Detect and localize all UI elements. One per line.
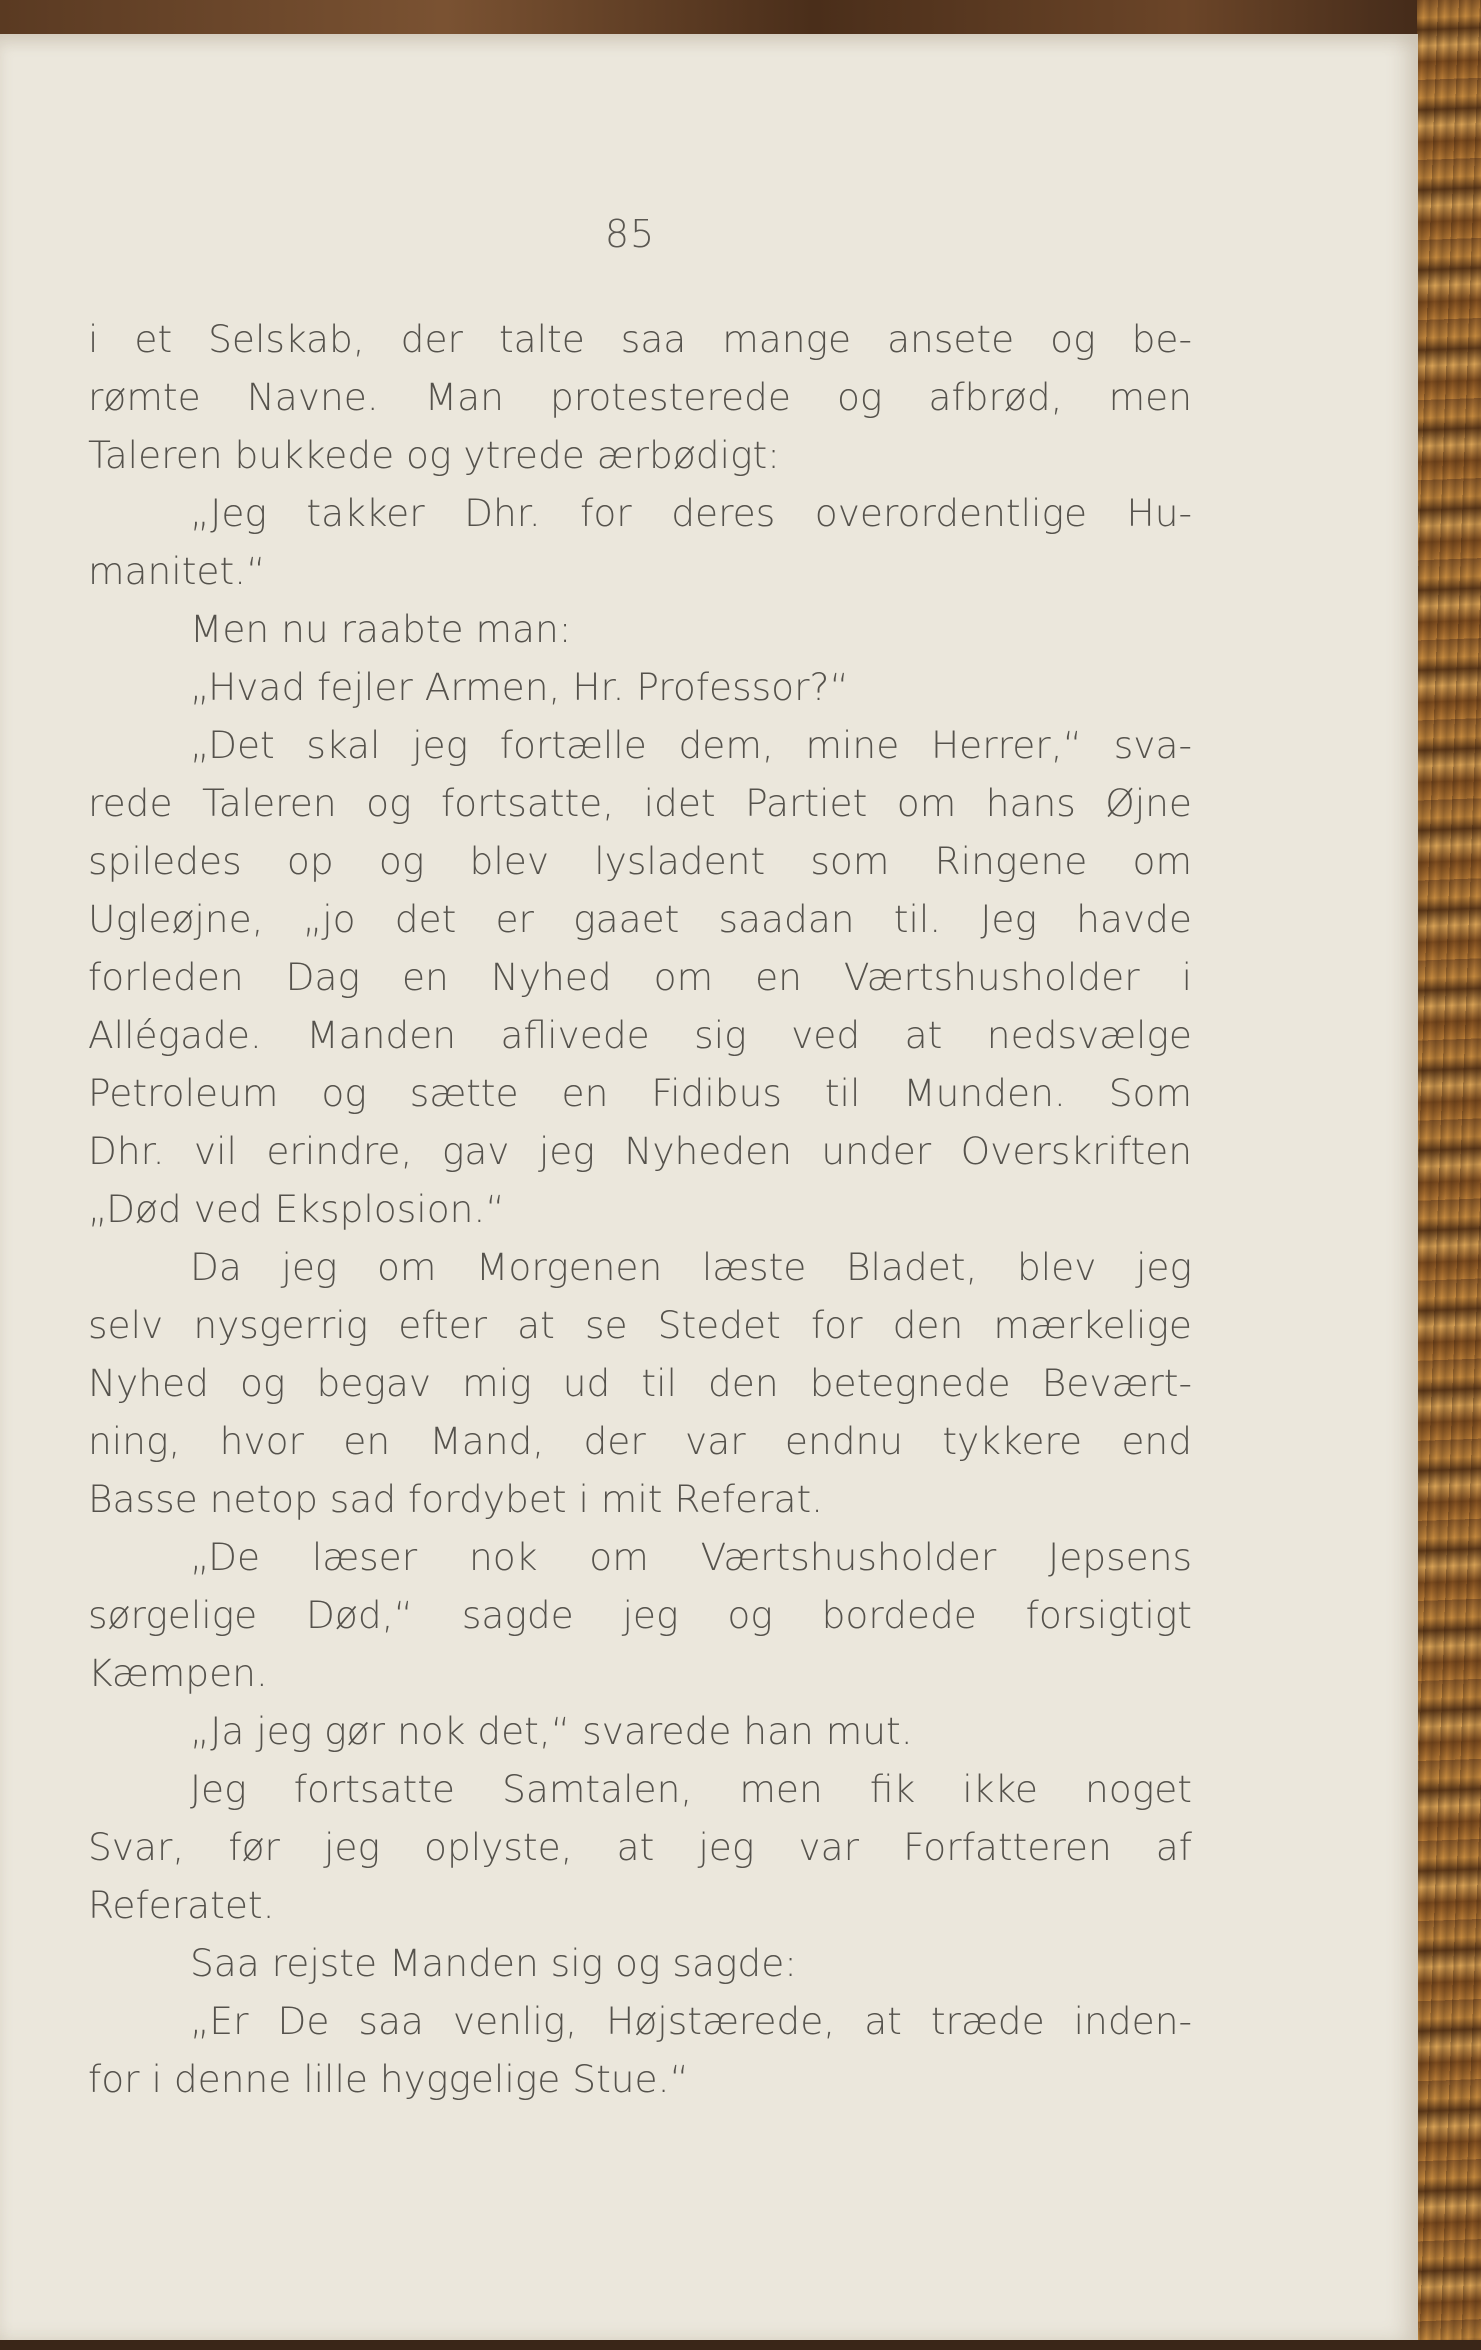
page-bottom-border (0, 2340, 1481, 2350)
text-line: Kæmpen. (88, 1651, 268, 1695)
text-line: Svar, før jeg oplyste, at jeg var Forfatteren af (88, 1825, 1192, 1869)
body-text (88, 310, 1192, 2108)
book-edge-texture (1417, 0, 1481, 2350)
text-line: i et Selskab, der talte saa mange ansete og be- (88, 317, 1192, 361)
text-line: Basse netop sad fordybet i mit Referat. (88, 1477, 824, 1521)
text-line: Saa rejste Manden sig og sagde: (190, 1941, 797, 1985)
text-line: „Ja jeg gør nok det,“ svarede han mut. (190, 1709, 913, 1753)
text-line: Referatet. (88, 1883, 275, 1927)
text-line: „Er De saa venlig, Højstærede, at træde inden- (190, 1999, 1192, 2043)
text-line: Allégade. Manden aflivede sig ved at nedsvælge (88, 1013, 1192, 1057)
text-line: rømte Navne. Man protesterede og afbrød, men (88, 375, 1192, 419)
text-line: Nyhed og begav mig ud til den betegnede Bevært- (88, 1361, 1192, 1405)
text-line: manitet.“ (88, 549, 266, 593)
text-line: Men nu raabte man: (190, 607, 572, 651)
text-line: spiledes op og blev lysladent som Ringene om (88, 839, 1192, 883)
text-line: „Jeg takker Dhr. for deres overordentlige Hu- (190, 491, 1192, 535)
text-line: Petroleum og sætte en Fidibus til Munden. Som (88, 1071, 1192, 1115)
text-line: selv nysgerrig efter at se Stedet for den mærkelige (88, 1303, 1192, 1347)
page-top-border (0, 0, 1481, 34)
text-line: Da jeg om Morgenen læste Bladet, blev jeg (190, 1245, 1192, 1289)
page-number: 85 (604, 212, 656, 256)
text-line: „De læser nok om Værtshusholder Jepsens (190, 1535, 1192, 1579)
page-sheet (0, 34, 1418, 2340)
text-line: Jeg fortsatte Samtalen, men fik ikke noget (190, 1767, 1192, 1811)
text-line: „Det skal jeg fortælle dem, mine Herrer,“ sva- (190, 723, 1192, 767)
text-line: „Hvad fejler Armen, Hr. Professor?“ (190, 665, 849, 709)
text-line: Taleren bukkede og ytrede ærbødigt: (88, 433, 780, 477)
text-line: Ugleøjne, „jo det er gaaet saadan til. Jeg havde (88, 897, 1192, 941)
text-line: ning, hvor en Mand, der var endnu tykkere end (88, 1419, 1192, 1463)
text-line: forleden Dag en Nyhed om en Værtshusholder i (88, 955, 1192, 999)
text-line: Dhr. vil erindre, gav jeg Nyheden under Overskriften (88, 1129, 1192, 1173)
text-line: rede Taleren og fortsatte, idet Partiet om hans Øjne (88, 781, 1192, 825)
text-line: for i denne lille hyggelige Stue.“ (88, 2057, 689, 2101)
text-line: „Død ved Eksplosion.“ (88, 1187, 505, 1231)
text-line: sørgelige Død,“ sagde jeg og bordede forsigtigt (88, 1593, 1192, 1637)
